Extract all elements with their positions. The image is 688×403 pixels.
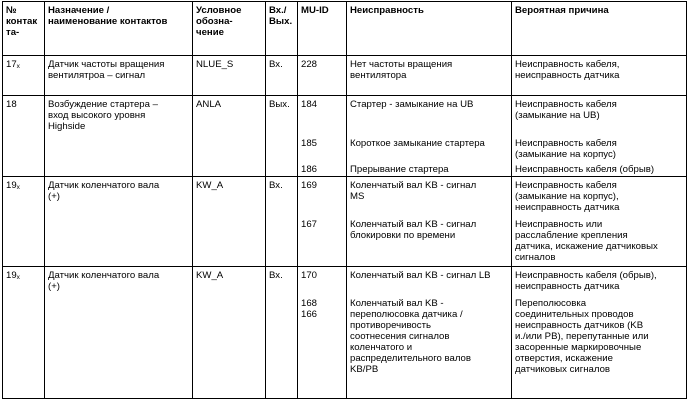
contact-designation: NLUE_S	[196, 59, 234, 70]
row-divider	[2, 266, 687, 267]
cause-text: Неисправность кабеля (обрыв)	[515, 164, 655, 175]
table-border-bottom	[2, 398, 687, 399]
cause-text: Неисправность кабеля (замыкание на UB)	[515, 99, 617, 121]
column-divider	[297, 1, 298, 399]
mu-id: 186	[301, 164, 318, 175]
fault-text: Прерывание стартера	[350, 164, 449, 175]
cause-text: Неисправность кабеля, неисправность датчика	[515, 59, 620, 81]
fault-text: Коленчатый вал KB - сигнал MS	[350, 180, 477, 202]
contact-designation: ANLA	[196, 99, 222, 110]
contact-io: Вх.	[269, 59, 283, 70]
cause-text: Неисправность кабеля (замыкание на корпус)	[515, 138, 617, 160]
column-divider	[44, 1, 45, 399]
column-divider	[511, 1, 512, 399]
cause-text: Неисправность кабеля (обрыв), неисправность датчика	[515, 270, 657, 292]
fault-text: Коленчатый вал KB - сигнал LB	[350, 270, 491, 281]
mu-id: 228	[301, 59, 318, 70]
contact-number: $19_x$	[6, 180, 20, 191]
contact-designation: KW_A	[196, 270, 224, 281]
header-mu-id: MU-ID	[301, 5, 329, 16]
fault-text: Стартер - замыкание на UB	[350, 99, 474, 110]
fault-text: Короткое замыкание стартера	[350, 138, 485, 149]
contact-number: $17_x$	[6, 59, 20, 70]
fault-text: Коленчатый вал KB - переполюсовка датчика / противоречивость соотнесения сигналов коленчатого и распределительного валов KB/PB	[350, 298, 471, 375]
header-designation: Условное обозна- чение	[196, 5, 242, 38]
mu-id: 168 166	[301, 298, 318, 320]
contact-number: $19_x$	[6, 270, 20, 281]
contact-purpose: Датчик коленчатого вала (+)	[48, 180, 160, 202]
row-divider	[2, 176, 687, 177]
header-in-out: Вх./ Вых.	[269, 5, 293, 27]
contact-io: Вх.	[269, 180, 283, 191]
contact-designation: KW_A	[196, 180, 224, 191]
mu-id: 167	[301, 219, 318, 230]
mu-id: 169	[301, 180, 318, 191]
header-contact-no: № контак та-	[6, 5, 38, 38]
table-border-right	[686, 1, 687, 399]
cause-text: Переполюсовка соединительных проводов неисправность датчиков (KB и./или PB), перепутанные или засоренные маркировочные отверстия, искажение датчиковых сигналов	[515, 298, 649, 375]
table-border-left	[2, 1, 3, 399]
column-divider	[265, 1, 266, 399]
header-fault: Неисправность	[350, 5, 424, 16]
table-border-top	[2, 1, 687, 2]
cause-text: Неисправность или расслабление крепления датчика, искажение датчиковых сигналов	[515, 219, 658, 263]
row-divider	[2, 95, 687, 96]
contact-io: Вх.	[269, 270, 283, 281]
contact-purpose: Возбуждение стартера – вход высокого уровня Highside	[48, 99, 158, 132]
column-divider	[346, 1, 347, 399]
mu-id: 170	[301, 270, 318, 281]
cause-text: Неисправность кабеля (замыкание на корпус), неисправность датчика	[515, 180, 620, 213]
header-purpose: Назначение / наименование контактов	[48, 5, 168, 27]
row-divider	[2, 55, 687, 56]
fault-text: Нет частоты вращения вентилятора	[350, 59, 453, 81]
column-divider	[192, 1, 193, 399]
contact-purpose: Датчик частоты вращения вентилятроа – сигнал	[48, 59, 165, 81]
contact-number: 18	[6, 99, 17, 110]
contact-io: Вых.	[269, 99, 290, 110]
contact-purpose: Датчик коленчатого вала (+)	[48, 270, 160, 292]
header-cause: Вероятная причина	[515, 5, 609, 16]
mu-id: 185	[301, 138, 318, 149]
fault-text: Коленчатый вал KB - сигнал блокировки по времени	[350, 219, 477, 241]
mu-id: 184	[301, 99, 318, 110]
